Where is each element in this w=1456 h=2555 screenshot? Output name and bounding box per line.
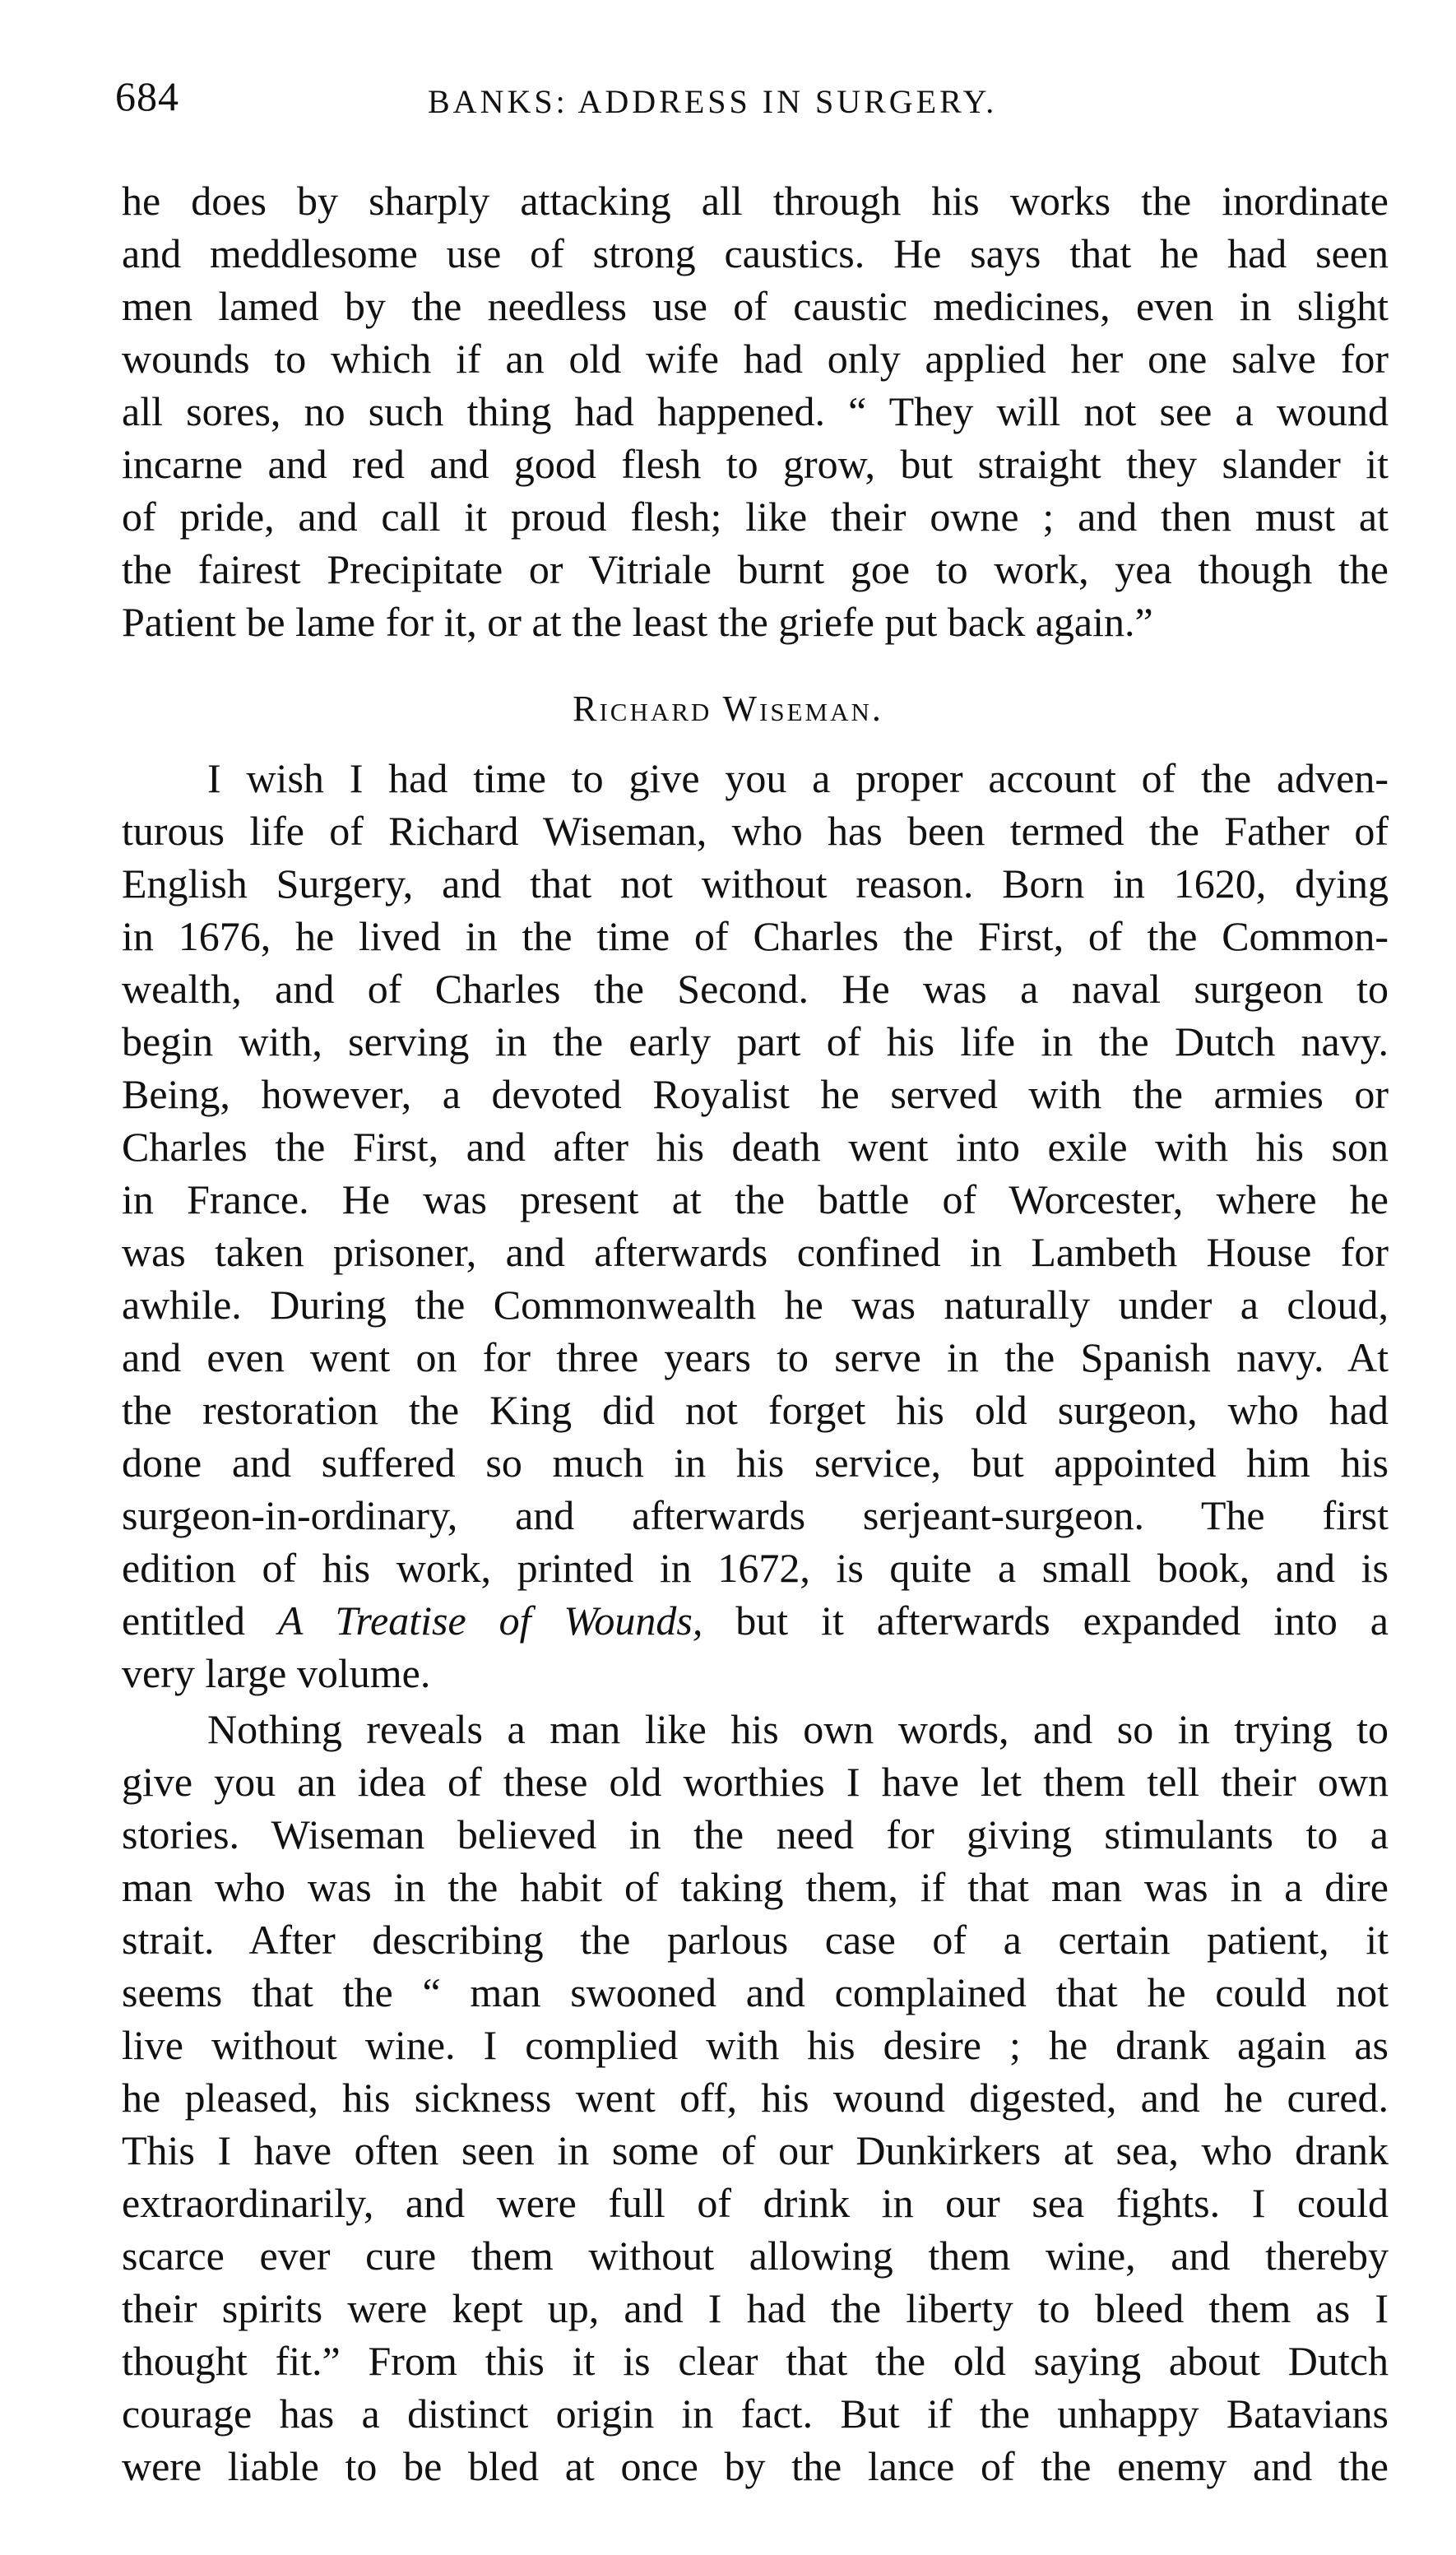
text-line: of pride, and call it proud flesh; like their owne ; and then must at [122, 494, 1389, 540]
text-line: wounds to which if an old wife had only applied her one salve for [122, 336, 1389, 382]
text-line: and meddlesome use of strong caustics. He says that he had seen [122, 230, 1389, 276]
text-line: their spirits were kept up, and I had the liberty to bleed them as I [122, 2285, 1389, 2331]
text-line: were liable to be bled at once by the lance of the enemy and the [122, 2443, 1389, 2489]
section-title: Richard Wiseman. [573, 689, 883, 729]
text-line: turous life of Richard Wiseman, who has been termed the Father of [122, 808, 1389, 854]
text-line: the fairest Precipitate or Vitriale burnt goe to work, yea though the [122, 546, 1389, 592]
book-title: A Treatise of Wounds, [277, 1597, 703, 1644]
text-line: seems that the “ man swooned and complained that he could not [122, 1969, 1389, 2015]
text-line: Charles the First, and after his death went into exile with his son [122, 1124, 1389, 1170]
text-line: scarce ever cure them without allowing them wine, and thereby [122, 2233, 1389, 2279]
running-head: BANKS: ADDRESS IN SURGERY. [428, 83, 998, 120]
text-line: all sores, no such thing had happened. “ They will not see a wound [122, 388, 1389, 434]
text-line: surgeon-in-ordinary, and afterwards serjeant-surgeon. The first [122, 1492, 1389, 1538]
text-line: very large volume. [122, 1650, 431, 1696]
text-line: done and suffered so much in his service, but appointed him his [122, 1440, 1389, 1486]
text-line: English Surgery, and that not without reason. Born in 1620, dying [122, 860, 1389, 907]
text-line: in France. He was present at the battle of Worcester, where he [122, 1176, 1389, 1222]
text-line: live without wine. I complied with his desire ; he drank again as [122, 2022, 1389, 2068]
text-line: begin with, serving in the early part of his life in the Dutch navy. [122, 1018, 1389, 1064]
text-line: This I have often seen in some of our Dunkirkers at sea, who drank [122, 2127, 1389, 2173]
text-line: he does by sharply attacking all through his works the inordinate [122, 178, 1389, 224]
text-line: Being, however, a devoted Royalist he served with the armies or [122, 1071, 1389, 1117]
text-line: awhile. During the Commonwealth he was naturally under a cloud, [122, 1282, 1389, 1328]
text-line: stories. Wiseman believed in the need for giving stimulants to a [122, 1811, 1389, 1857]
text-line: edition of his work, printed in 1672, is quite a small book, and is [122, 1545, 1389, 1591]
page-header [115, 72, 1382, 138]
text-line: Patient be lame for it, or at the least the griefe put back again.” [122, 599, 1153, 645]
text-line: strait. After describing the parlous case of a certain patient, it [122, 1917, 1389, 1963]
text-line: incarne and red and good flesh to grow, but straight they slander it [122, 441, 1389, 487]
text-line: extraordinarily, and were full of drink in our sea fights. I could [122, 2180, 1389, 2226]
text-line: man who was in the habit of taking them, if that man was in a dire [122, 1864, 1389, 1910]
text-line: he pleased, his sickness went off, his wound digested, and he cured. [122, 2075, 1389, 2121]
text-line: thought fit.” From this it is clear that the old saying about Dutch [122, 2338, 1389, 2384]
text-line: give you an idea of these old worthies I have let them tell their own [122, 1759, 1389, 1805]
text-line: in 1676, he lived in the time of Charles the First, of the Common- [122, 913, 1389, 959]
text-line [122, 1594, 1389, 1647]
text-line: and even went on for three years to serve in the Spanish navy. At [122, 1334, 1389, 1380]
page-number: 684 [115, 73, 179, 119]
text-fragment: entitled [122, 1597, 278, 1644]
text-line: Nothing reveals a man like his own words, and so in trying to [207, 1706, 1389, 1752]
text-line: was taken prisoner, and afterwards confined in Lambeth House for [122, 1229, 1389, 1275]
text-line: wealth, and of Charles the Second. He was a naval surgeon to [122, 966, 1389, 1012]
text-line: I wish I had time to give you a proper account of the adven- [207, 755, 1389, 801]
text-fragment: but it afterwards expanded into a [702, 1597, 1389, 1644]
text-line: courage has a distinct origin in fact. But if the unhappy Batavians [122, 2390, 1389, 2437]
text-line: the restoration the King did not forget his old surgeon, who had [122, 1387, 1389, 1433]
text-line: men lamed by the needless use of caustic medicines, even in slight [122, 283, 1389, 329]
